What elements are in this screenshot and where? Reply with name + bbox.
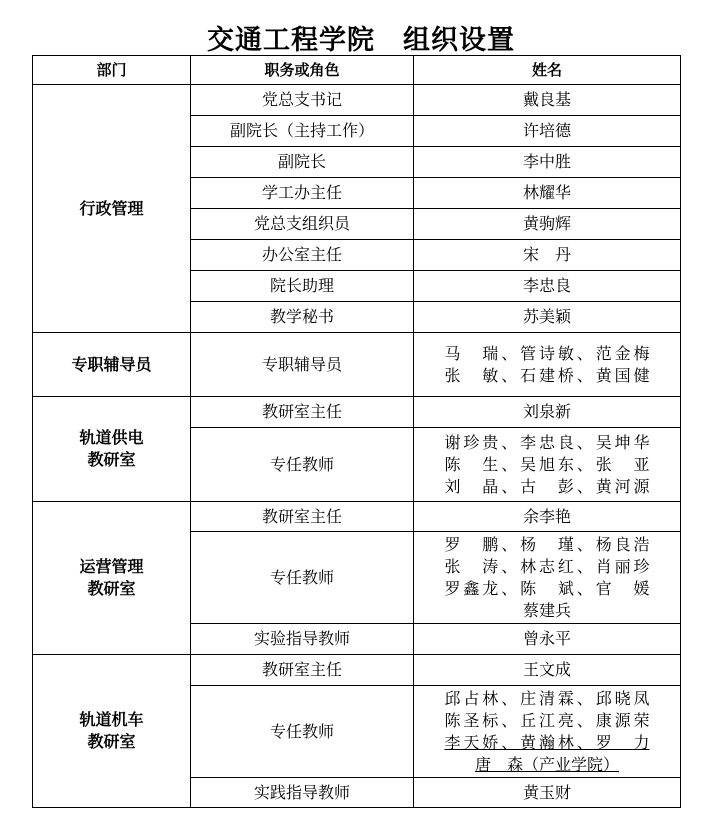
dept-line: 运营管理: [79, 557, 144, 576]
role-cell: 专任教师: [191, 686, 414, 778]
name-list: [445, 534, 650, 600]
name-line: 邱占林、庄清霖、邱晓凤: [444, 688, 650, 708]
name-list: [445, 343, 650, 387]
role-cell: 专任教师: [191, 532, 414, 624]
page-title: 交通工程学院 组织设置: [207, 25, 515, 56]
name-line: 马 瑞、管诗敏、范金梅: [444, 343, 650, 363]
role-cell: 副院长（主持工作）: [191, 116, 414, 147]
organization-table: [32, 55, 681, 808]
role-cell: 教研室主任: [191, 502, 414, 532]
dept-power: [33, 397, 191, 502]
table-row: [33, 85, 681, 116]
name-line: 张 涛、林志红、肖丽珍: [444, 556, 650, 576]
name-cell: [414, 532, 681, 624]
name-line: 陈 生、吴旭东、张 亚: [444, 454, 650, 474]
role-cell: 教研室主任: [191, 655, 414, 686]
name-cell: 王文成: [414, 655, 681, 686]
name-line: 蔡建兵: [522, 600, 571, 620]
name-cell: 黄驹辉: [414, 209, 681, 240]
name-cell: 李中胜: [414, 147, 681, 178]
role-cell: 党总支书记: [191, 85, 414, 116]
name-list: [445, 688, 650, 754]
table-row: [33, 502, 681, 532]
dept-loco: [33, 655, 191, 808]
dept-counselor: 专职辅导员: [33, 333, 191, 397]
name-cell: 林耀华: [414, 178, 681, 209]
name-cell: [414, 333, 681, 397]
dept-admin: 行政管理: [33, 85, 191, 333]
name-list: [445, 432, 650, 498]
role-cell: 党总支组织员: [191, 209, 414, 240]
header-row: [33, 56, 681, 85]
name-cell: 黄玉财: [414, 778, 681, 808]
name-line: 张 敏、石建桥、黄国健: [444, 365, 650, 385]
role-cell: 专任教师: [191, 428, 414, 502]
header-role: 职务或角色: [191, 56, 414, 85]
role-cell: 院长助理: [191, 271, 414, 302]
dept-line: 轨道机车: [79, 710, 144, 729]
name-line: 陈圣标、丘江亮、康源荣: [444, 710, 650, 730]
name-line: 唐 森（产业学院）: [474, 754, 619, 774]
name-line: 罗 鹏、杨 瑾、杨良浩: [444, 534, 650, 554]
role-cell: 办公室主任: [191, 240, 414, 271]
role-cell: 教研室主任: [191, 397, 414, 428]
dept-ops: [33, 502, 191, 655]
table-row: [33, 333, 681, 397]
name-line: 李天娇、黄瀚林、罗 力: [444, 732, 650, 752]
name-cell: 曾永平: [414, 624, 681, 655]
name-line: 刘 晶、古 彭、黄河源: [444, 476, 650, 496]
name-cell: 苏美颖: [414, 302, 681, 333]
table-row: [33, 397, 681, 428]
name-cell: [414, 428, 681, 502]
name-cell: 李忠良: [414, 271, 681, 302]
name-cell: 余李艳: [414, 502, 681, 532]
header-dept: 部门: [33, 56, 191, 85]
role-cell: 副院长: [191, 147, 414, 178]
name-line: 罗鑫龙、陈 斌、官 媛: [444, 578, 650, 598]
role-cell: 专职辅导员: [191, 333, 414, 397]
name-line: 谢珍贵、李忠良、吴坤华: [444, 432, 650, 452]
name-cell: 宋 丹: [414, 240, 681, 271]
role-cell: 实践指导教师: [191, 778, 414, 808]
dept-line: 教研室: [87, 450, 136, 469]
role-cell: 实验指导教师: [191, 624, 414, 655]
dept-line: 教研室: [87, 732, 136, 751]
header-name: 姓名: [414, 56, 681, 85]
name-cell: 戴良基: [414, 85, 681, 116]
name-cell: [414, 686, 681, 778]
dept-line: 教研室: [87, 579, 136, 598]
name-cell: 许培德: [414, 116, 681, 147]
dept-line: 轨道供电: [79, 428, 144, 447]
name-cell: 刘泉新: [414, 397, 681, 428]
table-row: [33, 655, 681, 686]
role-cell: 学工办主任: [191, 178, 414, 209]
role-cell: 教学秘书: [191, 302, 414, 333]
